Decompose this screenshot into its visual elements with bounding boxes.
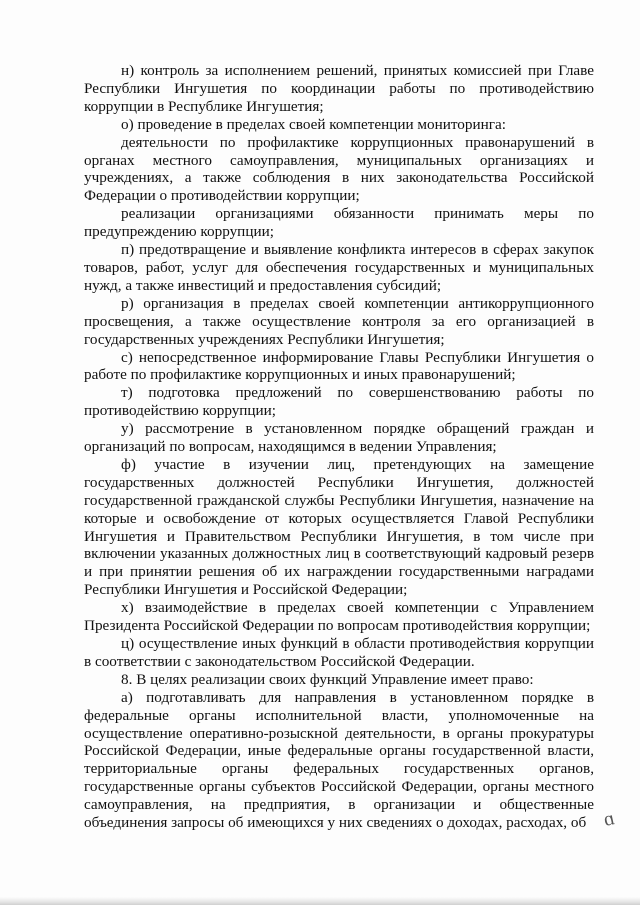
paragraph-monitoring-local-government: деятельности по профилактике коррупционных правонарушений в органах местного самоуправления, муниципальных организациях и учреждениях, а также соблюдения в них законодательства Российской Федерации о противодействии коррупции;: [84, 133, 594, 205]
paragraph-a-requests: а) подготавливать для направления в установленном порядке в федеральные органы исполнительной власти, уполномоченные на осуществление оперативно-розыскной деятельности, в органы прокуратуры Российской Федерации, иные федеральные органы государственной власти, территориальные органы федеральных государственных органов, государственные органы субъектов Российской Федерации, органы местного самоуправления, на предприятия, в организации и общественные объединения запросы об имеющихся у них сведениях о доходах, расходах, об: [84, 688, 594, 832]
paragraph-ts-other-functions: ц) осуществление иных функций в области противодействия коррупции в соответствии с законодательством Российской Федерации.: [84, 635, 594, 670]
paragraph-8-rights: 8. В целях реализации своих функций Управление имеет право:: [121, 670, 534, 688]
paragraph-r-education: р) организация в пределах своей компетенции антикоррупционного просвещения, а также осуществление контроля за его организацией в государственных учреждениях Республики Ингушетия;: [84, 294, 594, 348]
paragraph-p-conflict-of-interest: п) предотвращение и выявление конфликта интересов в сферах закупок товаров, работ, услуг для обеспечения государственных и муниципальных нужд, а также инвестиций и предоставления субсидий;: [84, 241, 594, 294]
paragraph-f-candidate-review: ф) участие в изучении лиц, претендующих на замещение государственных должностей Республики Ингушетия, должностей государственной гражданской службы Республики Ингушетия, назначение на которые и освобождение от которых осуществляется Главой Республики Ингушетия и Правительством Республики Ингушетия, в том числе при включении указанных должностных лиц в соответствующий кадровый резерв и при принятии решения об их награждении государственными наградами Республики Ингушетия и Российской Федерации;: [84, 455, 594, 599]
scan-bottom-edge: [0, 897, 640, 905]
document-page: [84, 62, 594, 832]
paragraph-t-proposals: т) подготовка предложений по совершенствованию работы по противодействию коррупции;: [84, 384, 594, 420]
paragraph-monitoring-organizations: реализации организациями обязанности принимать меры по предупреждению коррупции;: [84, 205, 594, 241]
paragraph-o-monitoring: о) проведение в пределах своей компетенции мониторинга:: [121, 115, 506, 133]
handwritten-margin-mark: ɑ: [601, 807, 617, 831]
paragraph-n-commission-control: н) контроль за исполнением решений, принятых комиссией при Главе Республики Ингушетия по координации работы по противодействию коррупции в Республике Ингушетия;: [84, 62, 594, 115]
paragraph-u-appeals: у) рассмотрение в установленном порядке обращений граждан и организаций по вопросам, находящимся в ведении Управления;: [84, 420, 594, 456]
paragraph-kh-cooperation: х) взаимодействие в пределах своей компетенции с Управлением Президента Российской Федерации по вопросам противодействия коррупции;: [84, 599, 594, 635]
paragraph-s-informing-head: с) непосредственное информирование Главы Республики Ингушетия о работе по профилактике коррупционных и иных правонарушений;: [84, 348, 594, 384]
